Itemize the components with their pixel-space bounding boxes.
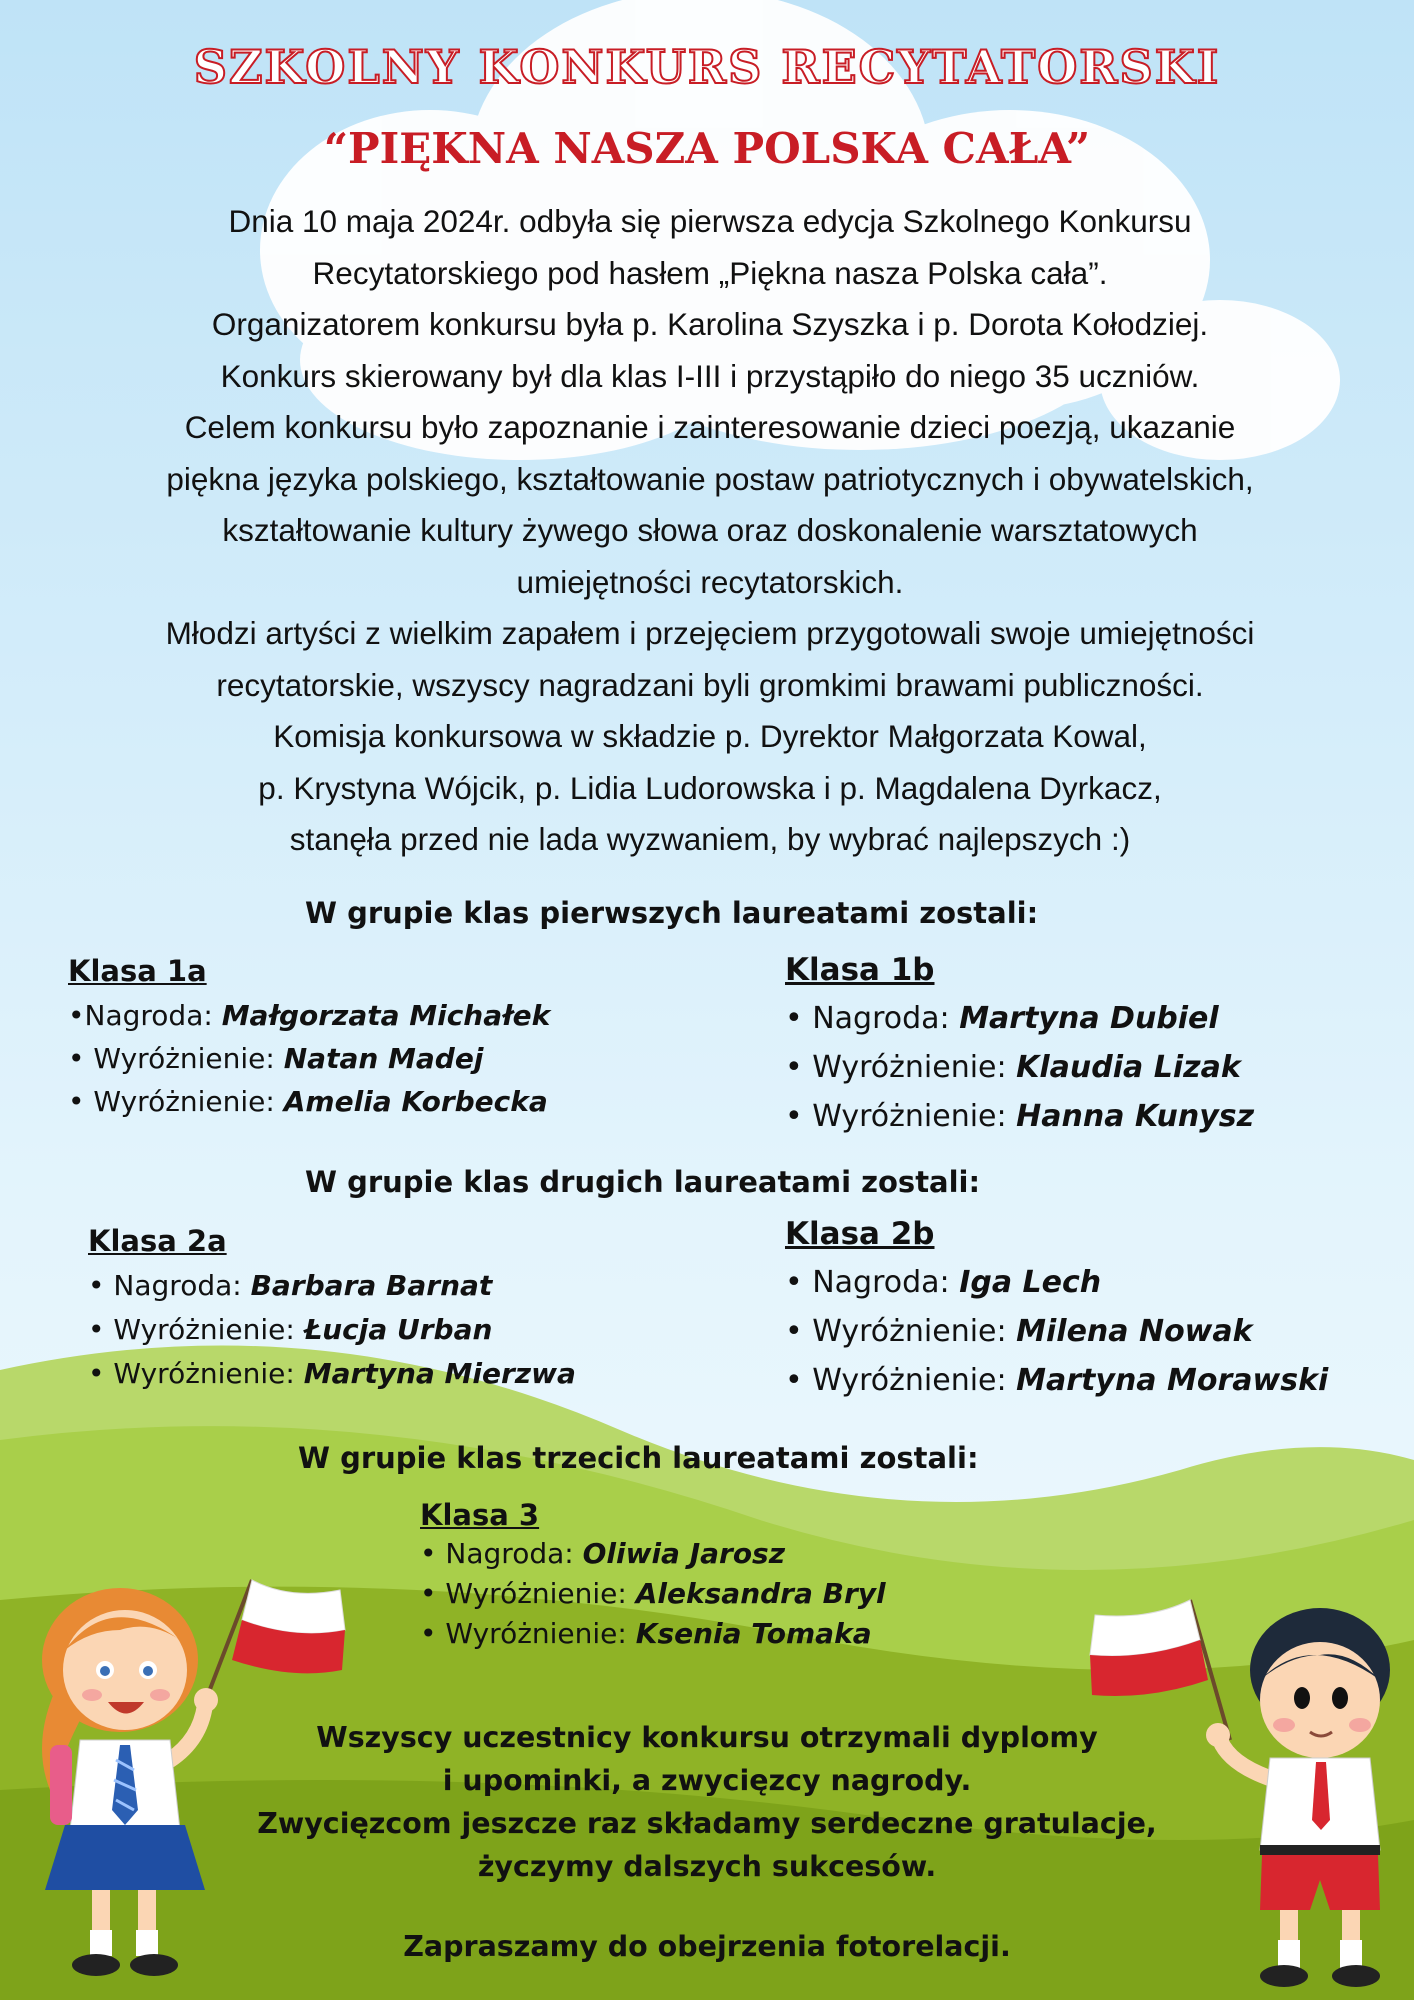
award-line: [785, 1258, 1328, 1307]
award-label: • Wyróżnienie:: [785, 1314, 1017, 1349]
group-heading-third: W grupie klas trzecich laureatami zostali:: [298, 1441, 979, 1475]
award-line: [785, 1092, 1254, 1141]
girl-with-flag: [20, 1570, 360, 1990]
polish-flag-icon: [202, 1580, 345, 1710]
laureate-name: Iga Lech: [959, 1265, 1102, 1300]
intro-line: Celem konkursu było zapoznanie i zainteresowanie dzieci poezją, ukazanie: [184, 409, 1236, 445]
laureate-name: Hanna Kunysz: [1016, 1099, 1255, 1134]
award-label: • Wyróżnienie:: [420, 1577, 636, 1610]
intro-line: piękna języka polskiego, kształtowanie postaw patriotycznych i obywatelskich,: [166, 460, 1254, 497]
intro-line: Konkurs skierowany był dla klas I-III i przystąpiło do niego 35 uczniów.: [220, 357, 1200, 394]
laureate-name: Martyna Mierzwa: [303, 1357, 576, 1390]
page-title: SZKOLNY KONKURS RECYTATORSKI: [193, 40, 1221, 94]
intro-line: stanęła przed nie lada wyzwaniem, by wybrać najlepszych :): [289, 821, 1131, 857]
award-line: [420, 1534, 886, 1574]
laureate-name: Martyna Morawski: [1016, 1363, 1329, 1398]
klasa-title: Klasa 3: [420, 1498, 540, 1532]
intro-line: Dnia 10 maja 2024r. odbyła się pierwsza edycja Szkolnego Konkursu: [228, 203, 1192, 239]
klasa-2b: [785, 1216, 1328, 1405]
intro-line: umiejętności recytatorskich.: [516, 563, 904, 600]
laureate-name: Milena Nowak: [1016, 1314, 1253, 1349]
klasa-title: Klasa 1a: [68, 954, 207, 988]
laureate-name: Łucja Urban: [303, 1313, 493, 1346]
laureate-name: Ksenia Tomaka: [635, 1617, 872, 1650]
award-label: • Nagroda:: [785, 1265, 960, 1300]
intro-line: Organizatorem konkursu była p. Karolina Szyszka i p. Dorota Kołodziej.: [211, 306, 1209, 342]
award-label: • Wyróżnienie:: [785, 1363, 1017, 1398]
polish-flag-icon: [1090, 1600, 1230, 1740]
award-line: [68, 1080, 550, 1123]
award-line: [420, 1574, 886, 1614]
laureate-name: Amelia Korbecka: [283, 1085, 548, 1118]
award-line: [785, 1307, 1328, 1356]
award-line: [785, 1356, 1328, 1405]
award-line: [88, 1264, 576, 1308]
award-label: •Nagroda:: [68, 999, 222, 1032]
award-label: • Nagroda:: [420, 1537, 583, 1570]
award-line: [785, 1043, 1254, 1092]
klasa-3: [420, 1498, 886, 1654]
closing-line: i upominki, a zwycięzcy nagrody.: [442, 1764, 972, 1797]
boy-with-flag: [1080, 1590, 1414, 2000]
intro-line: p. Krystyna Wójcik, p. Lidia Ludorowska i p. Magdalena Dyrkacz,: [258, 769, 1162, 806]
intro-line: Komisja konkursowa w składzie p. Dyrektor Małgorzata Kowal,: [273, 718, 1147, 754]
intro-line: Młodzi artyści z wielkim zapałem i przejęciem przygotowali swoje umiejętności: [165, 615, 1255, 651]
klasa-title: Klasa 1b: [785, 952, 935, 988]
closing-line: Wszyscy uczestnicy konkursu otrzymali dyplomy: [316, 1721, 1098, 1754]
award-label: • Wyróżnienie:: [88, 1313, 304, 1346]
laureate-name: Aleksandra Bryl: [635, 1577, 886, 1610]
group-heading-first: W grupie klas pierwszych laureatami zostali:: [305, 896, 1039, 930]
award-label: • Wyróżnienie:: [68, 1085, 284, 1118]
group-heading-second: W grupie klas drugich laureatami zostali:: [305, 1165, 981, 1199]
closing-line: życzymy dalszych sukcesów.: [477, 1850, 937, 1883]
award-label: • Wyróżnienie:: [785, 1050, 1017, 1085]
laureate-name: Barbara Barnat: [250, 1269, 493, 1302]
intro-line: Recytatorskiego pod hasłem „Piękna nasza Polska cała”.: [312, 254, 1108, 291]
award-label: • Wyróżnienie:: [785, 1099, 1017, 1134]
laureate-name: Natan Madej: [283, 1042, 484, 1075]
award-label: • Wyróżnienie:: [68, 1042, 284, 1075]
laureate-name: Oliwia Jarosz: [582, 1537, 786, 1570]
award-line: [420, 1614, 886, 1654]
intro-line: recytatorskie, wszyscy nagradzani byli gromkimi brawami publiczności.: [216, 666, 1204, 703]
page-subtitle: “PIĘKNA NASZA POLSKA CAŁA”: [323, 124, 1091, 173]
award-label: • Wyróżnienie:: [88, 1357, 304, 1390]
award-label: • Nagroda:: [88, 1269, 251, 1302]
laureate-name: Klaudia Lizak: [1016, 1050, 1241, 1085]
award-line: [88, 1352, 576, 1396]
intro-line: kształtowanie kultury żywego słowa oraz doskonalenie warsztatowych: [222, 512, 1198, 548]
laureate-name: Martyna Dubiel: [959, 1001, 1219, 1036]
photo-report-invite: Zapraszamy do obejrzenia fotorelacji.: [403, 1930, 1011, 1963]
klasa-title: Klasa 2a: [88, 1224, 227, 1258]
laureate-name: Małgorzata Michałek: [221, 999, 551, 1032]
award-line: [68, 994, 550, 1037]
klasa-2a: [88, 1224, 576, 1396]
award-label: • Nagroda:: [785, 1001, 960, 1036]
award-line: [68, 1037, 550, 1080]
intro-text: [60, 196, 1360, 866]
closing-line: Zwycięzcom jeszcze raz składamy serdeczne gratulacje,: [257, 1807, 1157, 1840]
klasa-1a: [68, 954, 550, 1123]
award-line: [88, 1308, 576, 1352]
award-label: • Wyróżnienie:: [420, 1617, 636, 1650]
klasa-1b: [785, 952, 1254, 1141]
award-line: [785, 994, 1254, 1043]
klasa-title: Klasa 2b: [785, 1216, 935, 1252]
